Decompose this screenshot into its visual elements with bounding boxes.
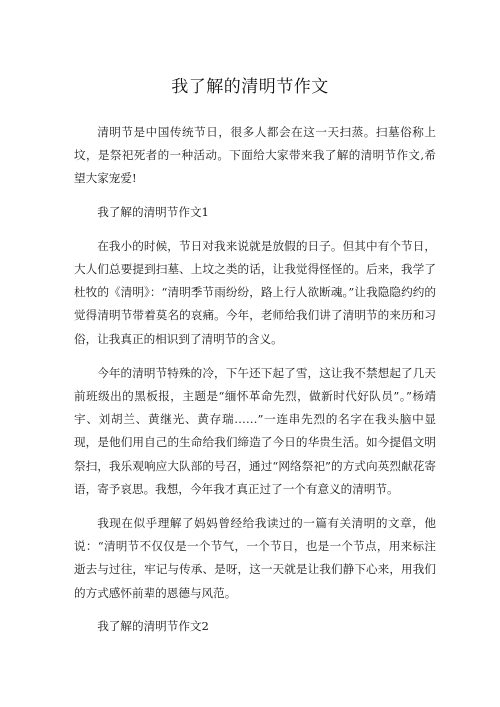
essay-1-paragraph-2: 今年的清明节特殊的冷，下午还下起了雪，这让我不禁想起了几天前班级出的黑板报，主题是“缅怀革命先烈，做新时代好队员”。”杨靖宇、刘胡兰、黄继光、黄存瑞……”一连串先烈的名字在我头脑中显现，是他们用自己的生命给我们缔造了今日的华贵生活。如今提倡文明祭扫，我乐观响应大队部的号召，通过“网络祭祀”的方式向英烈献花寄语，寄予哀思。我想，今年我才真正过了一个有意义的清明节。	[74, 365, 436, 496]
document-title: 我了解的清明节作文	[171, 77, 329, 97]
essay-1-paragraph-1: 在我小的时候，节日对我来说就是放假的日子。但其中有个节日，大人们总要提到扫墓、上坟之类的话，让我觉得怪怪的。后来，我学了杜牧的《清明》：“清明季节雨纷纷，路上行人欲断魂。”让我隐隐约约的觉得清明节带着莫名的哀痛。今年，老师给我们讲了清明节的来历和习俗，让我真正的相识到了清明节的含义。	[74, 238, 436, 346]
essay-1-paragraph-3: 我现在似乎理解了妈妈曾经给我读过的一篇有关清明的文章，他说：“清明节不仅仅是一个节气，一个节日，也是一个节点，用来标注逝去与过往，牢记与传承、是呀，这一天就是让我们静下心来，用我们的方式感怀前辈的恩德与风范。	[74, 516, 436, 600]
document-body	[74, 121, 436, 649]
intro-paragraph: 清明节是中国传统节日，很多人都会在这一天扫蒸。扫墓俗称上坟，是祭祀死者的一种活动。下面给大家带来我了解的清明节作文,希望大家宠爱!	[74, 125, 436, 186]
essay-2-heading: 我了解的清明节作文2	[97, 618, 209, 633]
essay-1-heading: 我了解的清明节作文1	[97, 204, 209, 219]
